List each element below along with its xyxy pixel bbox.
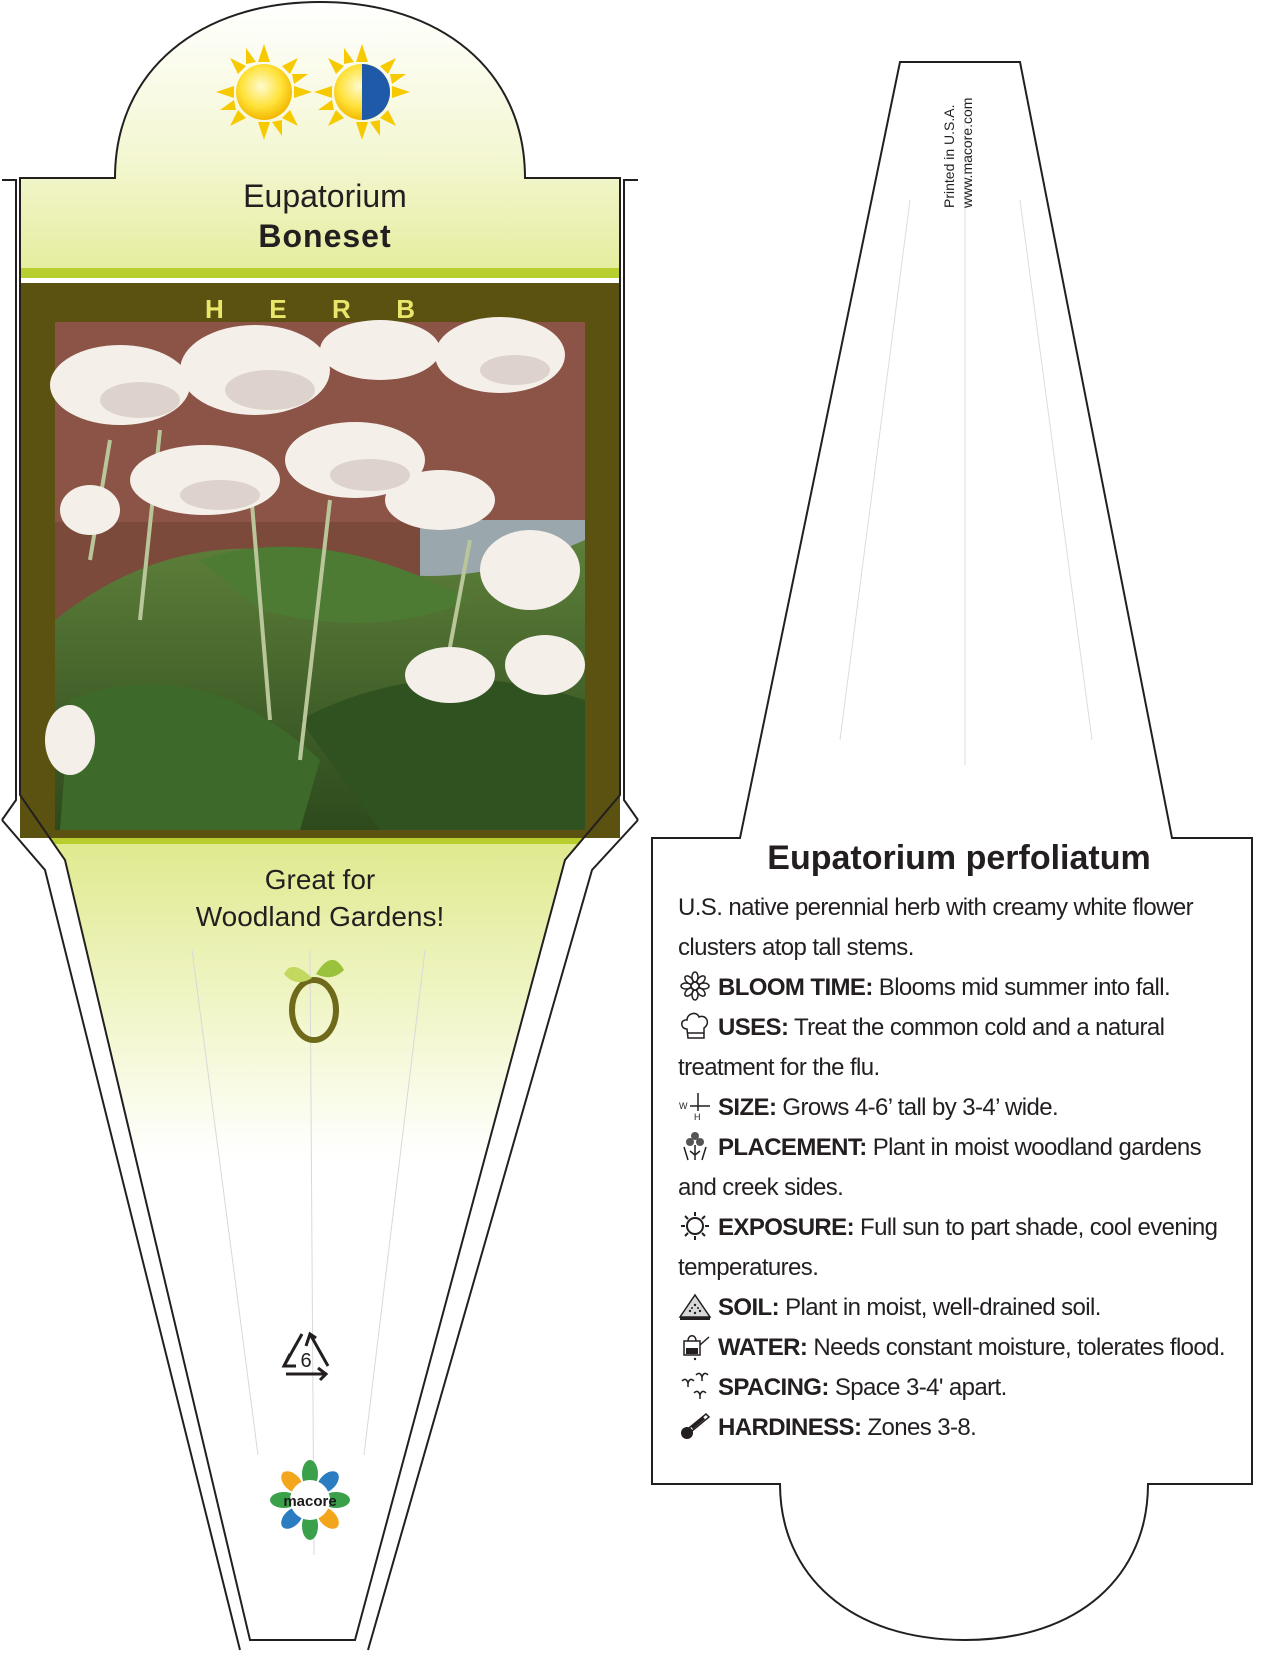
- watering-can-icon: [678, 1331, 712, 1361]
- printed-in-text: Printed in U.S.A.: [941, 104, 957, 208]
- attribute-text: Grows 4-6’ tall by 3-4’ wide.: [782, 1094, 1059, 1121]
- attribute-label: EXPOSURE:: [718, 1214, 854, 1241]
- attribute-text: Zones 3-8.: [867, 1414, 977, 1441]
- attribute-label: USES:: [718, 1014, 789, 1041]
- tagline-line-1: Great for: [264, 864, 376, 895]
- botanical-name: Eupatorium perfoliatum: [767, 839, 1151, 877]
- attribute-text: Full sun to part shade, cool evening: [860, 1214, 1218, 1241]
- attribute-bloom-time: [678, 968, 1258, 1008]
- thermometer-icon: [678, 1411, 712, 1441]
- plant-info: Eupatorium perfoliatum U.S. native perennial herb with creamy white flower clusters atop tall stems. BLOOM TIME: Blooms mid summer into fall. USES: Treat the common cold and a natural treatment for the flu. W H SIZE: Grows 4-6’ tall by 3-4’ wide. PLACEMENT: Plant in moist woodland gardens and creek sides. EXPOSURE: Full sun to part shade, cool evening temperatures. SOIL: Plant in moist, well-drained soil. WATER: Needs constant moisture, tolerates flood. SPACING: Space 3-4' apart. HARDINESS: Zones 3-8.: [678, 838, 1258, 1448]
- attribute-exposure: [678, 1208, 1258, 1248]
- attribute-text: Blooms mid summer into fall.: [878, 974, 1171, 1001]
- brand-name: macore: [283, 1493, 337, 1510]
- svg-text:H: H: [694, 1112, 700, 1121]
- plants-icon: [678, 1131, 712, 1161]
- attribute-label: SPACING:: [718, 1374, 829, 1401]
- attribute-label: PLACEMENT:: [718, 1134, 867, 1161]
- attribute-text: Plant in moist, well-drained soil.: [785, 1294, 1101, 1321]
- attribute-spacing: [678, 1368, 1258, 1408]
- chef-hat-icon: [678, 1011, 712, 1041]
- category-letter: H: [205, 294, 224, 324]
- recycle-number: 6: [300, 1350, 312, 1372]
- attribute-label: SOIL:: [718, 1294, 779, 1321]
- size-icon: [678, 1091, 712, 1121]
- category-letter: B: [396, 294, 415, 324]
- genus-name: Eupatorium: [243, 178, 407, 214]
- common-name: Boneset: [258, 218, 392, 254]
- attribute-text: Treat the common cold and a natural: [794, 1014, 1165, 1041]
- attribute-label: HARDINESS:: [718, 1414, 862, 1441]
- attribute-placement: [678, 1128, 1258, 1168]
- attribute-uses: [678, 1008, 1258, 1048]
- attribute-size: [678, 1088, 1258, 1128]
- website-text: www.macore.com: [959, 97, 975, 208]
- attribute-text: Space 3-4' apart.: [834, 1374, 1007, 1401]
- category-letter: E: [269, 294, 287, 324]
- attribute-label: BLOOM TIME:: [718, 974, 873, 1001]
- sprouts-icon: [678, 1371, 712, 1401]
- tagline-line-2: Woodland Gardens!: [195, 901, 445, 932]
- attribute-water: [678, 1328, 1258, 1368]
- attribute-label: WATER:: [718, 1334, 808, 1361]
- sun-outline-icon: [678, 1211, 712, 1241]
- soil-pile-icon: [678, 1291, 712, 1321]
- flower-icon: [678, 971, 712, 1001]
- attribute-soil: [678, 1288, 1258, 1328]
- category-letter: R: [332, 294, 351, 324]
- description: U.S. native perennial herb with creamy white flower: [678, 894, 1193, 921]
- attribute-text: Needs constant moisture, tolerates flood.: [813, 1334, 1225, 1361]
- attribute-label: SIZE:: [718, 1094, 777, 1121]
- svg-text:W: W: [679, 1101, 687, 1111]
- attribute-text: Plant in moist woodland gardens: [872, 1134, 1202, 1161]
- printer-credit: [940, 48, 976, 208]
- attribute-hardiness: [678, 1408, 1258, 1448]
